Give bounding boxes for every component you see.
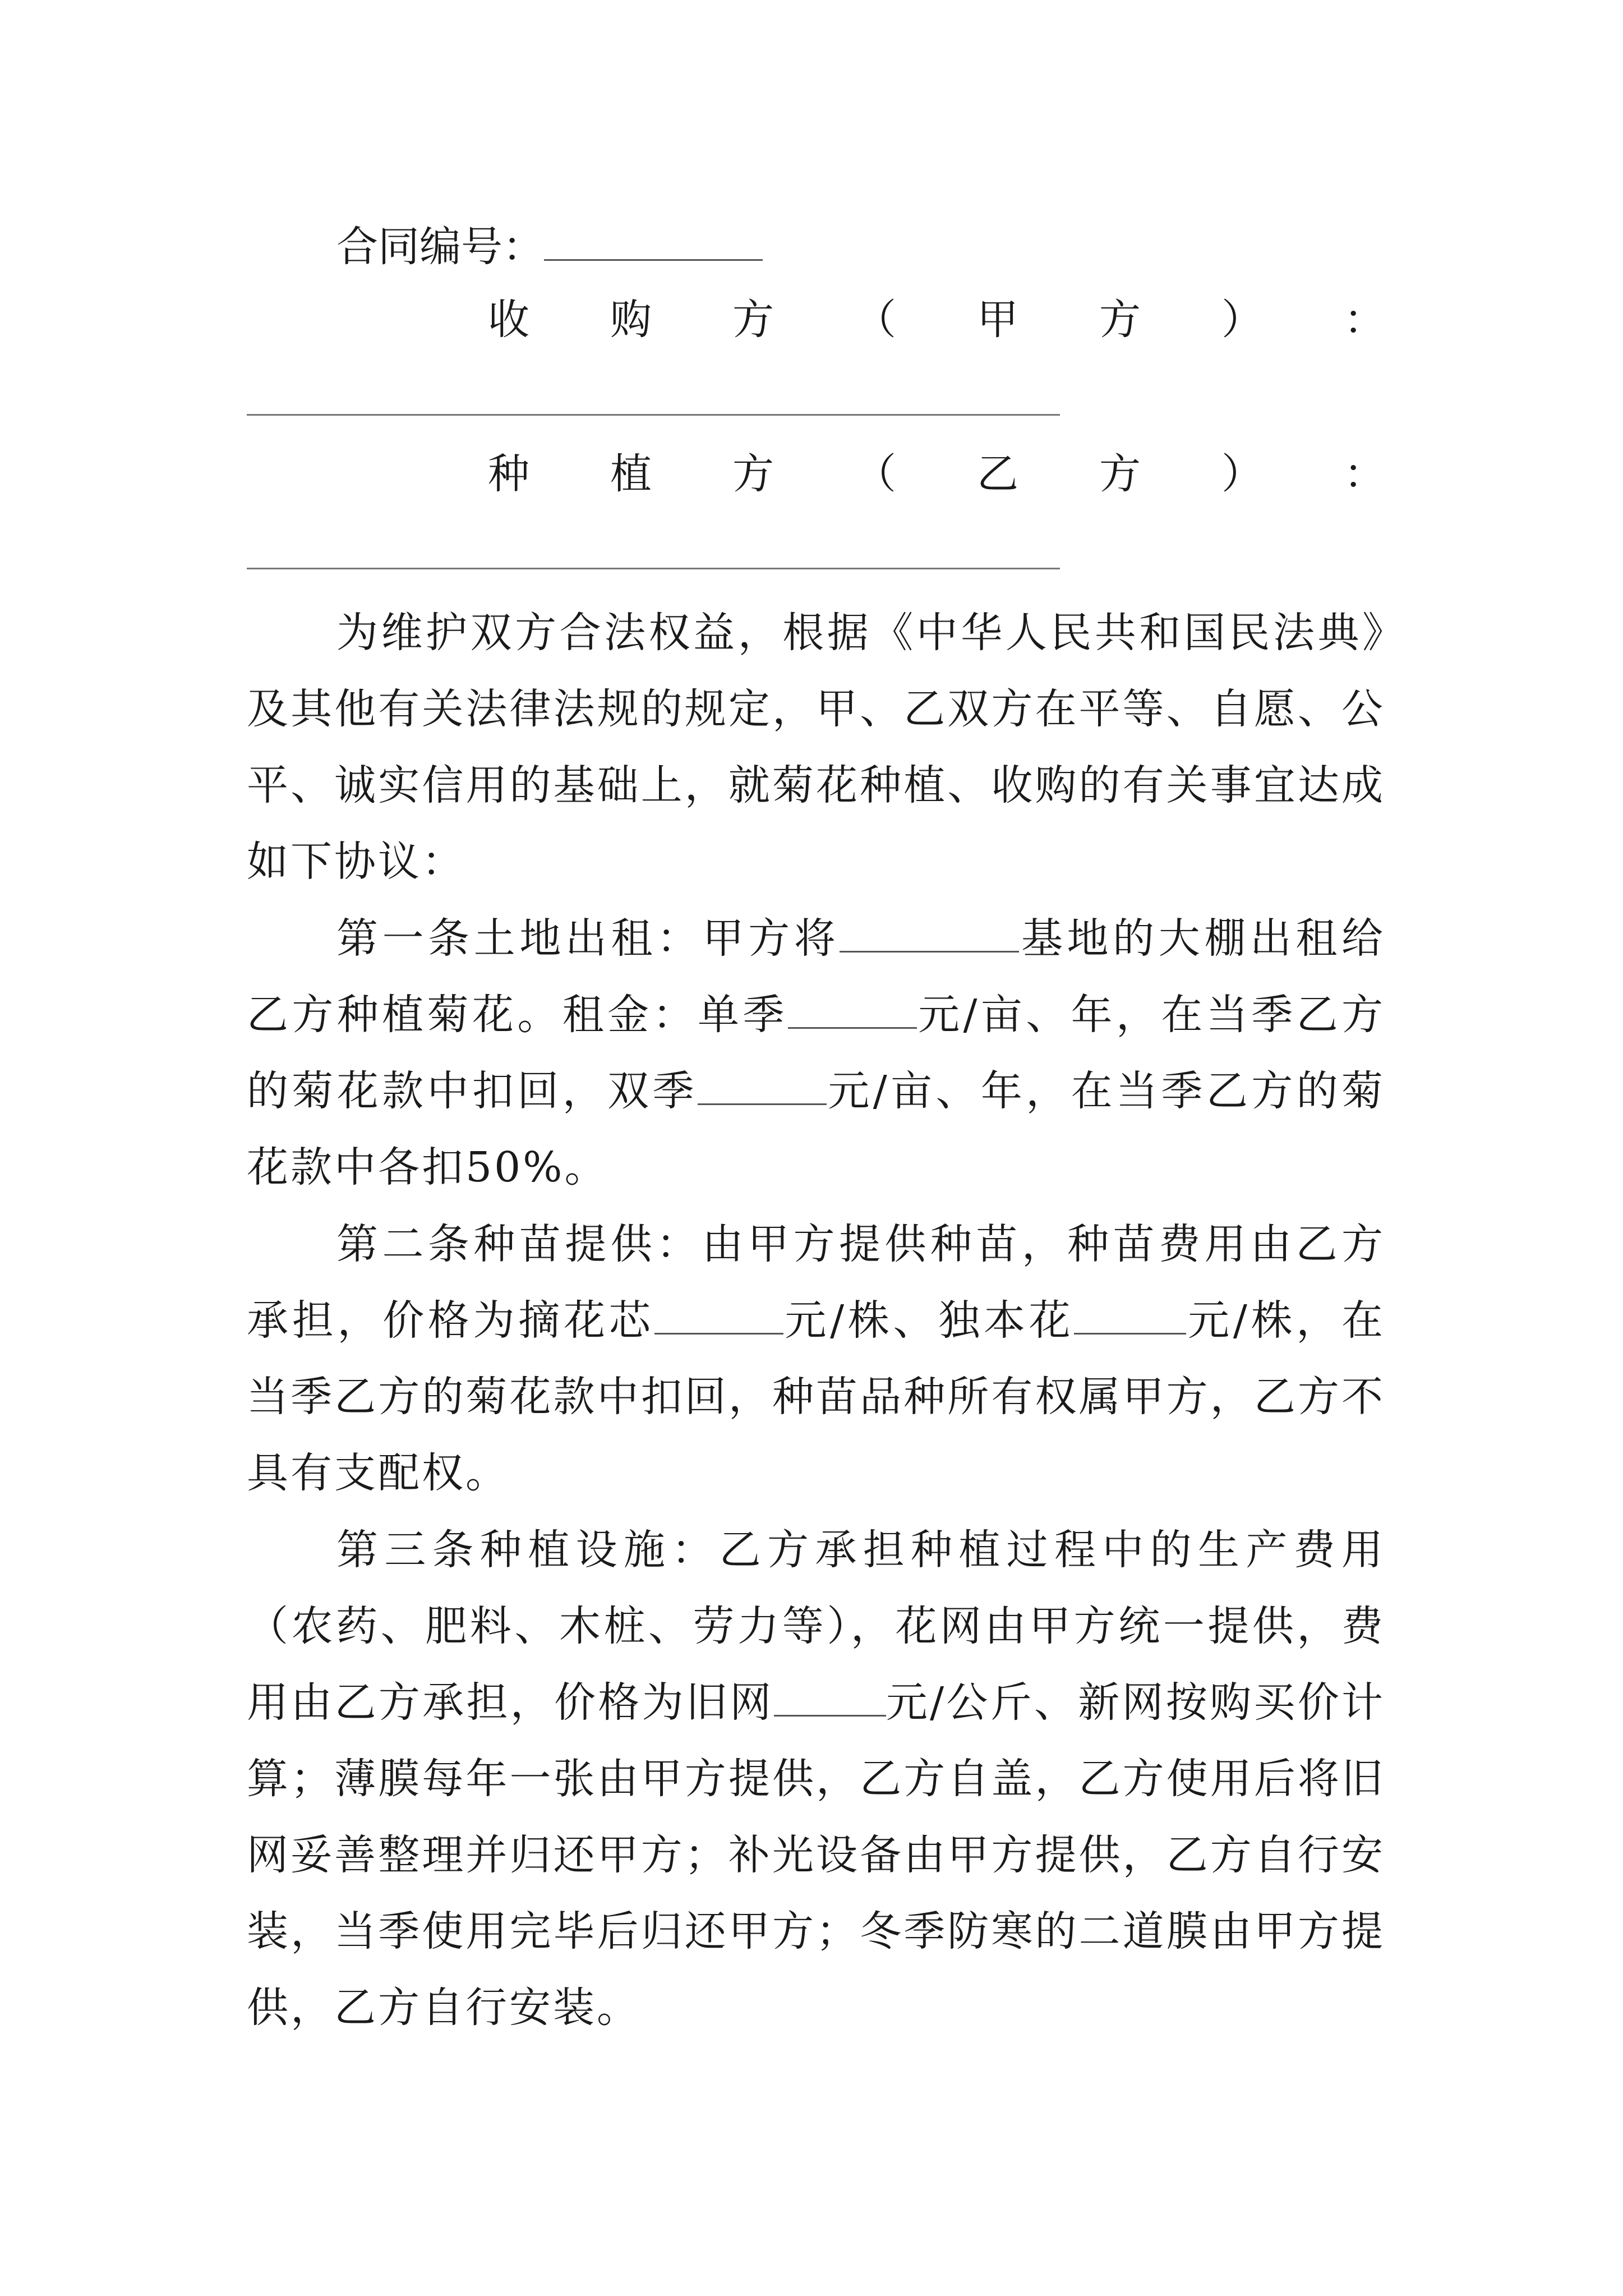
grower-char: 植 — [610, 450, 652, 498]
grower-blank-line[interactable] — [247, 568, 1060, 569]
single-season-rent-blank[interactable] — [788, 988, 917, 1029]
article-2-text: 元/株，在当季乙方的菊花款中扣回，种苗品种所有权属甲方，乙方不具有支配权。 — [247, 1296, 1386, 1497]
article-2-text: 元/株、独本花 — [783, 1296, 1075, 1345]
article-3-text: 第三条种植设施：乙方承担种植过程中的生产费用（农药、肥料、木桩、劳力等），花网由甲方统一提供，费用由乙方承担，价格为旧网 — [247, 1526, 1385, 1727]
contract-number-label: 合同编号： — [336, 223, 544, 271]
preamble-text: 为维护双方合法权益，根据《中华人民共和国民法典》及其他有关法律法规的规定，甲、乙双方在平等、自愿、公平、诚实信用的基础上，就菊花种植、收购的有关事宜达成如下协议： — [247, 609, 1385, 886]
article-1 — [247, 900, 1385, 1205]
article-1-text: 元/亩、年，在当季乙方的菊花款中扣回，双季 — [247, 991, 1385, 1115]
grower-char: （ — [855, 450, 896, 498]
article-1-text: 基地的大棚出租给乙方种植菊花。租金：单季 — [247, 914, 1386, 1039]
purchaser-char: ） — [1221, 296, 1263, 344]
article-3-text: 元/公斤、新网按购买价计算；薄膜每年一张由甲方提供，乙方自盖，乙方使用后将旧网妥善整理并归还甲方；补光设备由甲方提供，乙方自行安装，当季使用完毕后归还甲方；冬季防寒的二道膜由甲方提供，乙方自行安装。 — [247, 1678, 1385, 2032]
contract-number-blank[interactable] — [544, 220, 763, 261]
article-2 — [247, 1206, 1385, 1511]
grower-char: 乙 — [977, 450, 1018, 498]
grower-char: 方 — [1099, 450, 1141, 498]
grower-char: ） — [1221, 450, 1263, 498]
article-1-text: 元/亩、年，在当季乙方的菊花款中各扣50%。 — [247, 1067, 1386, 1191]
article-1-text: 第一条土地出租：甲方将 — [336, 914, 840, 963]
double-season-rent-blank[interactable] — [698, 1064, 827, 1105]
purchaser-char: 方 — [1099, 296, 1141, 344]
purchaser-char: （ — [855, 296, 896, 344]
contract-number-line — [336, 219, 763, 275]
old-net-price-blank[interactable] — [774, 1676, 886, 1717]
purchaser-char: 甲 — [977, 296, 1018, 344]
grower-char: 方 — [732, 450, 774, 498]
purchaser-char: 方 — [732, 296, 774, 344]
purchaser-char: ： — [1344, 296, 1385, 344]
base-name-blank[interactable] — [840, 912, 1019, 953]
article-3 — [247, 1512, 1385, 2046]
single-stem-seedling-price-blank[interactable] — [1074, 1294, 1186, 1335]
preamble-paragraph — [247, 595, 1385, 900]
purchaser-blank-line[interactable] — [247, 414, 1060, 416]
purchaser-char: 收 — [488, 296, 529, 344]
purchaser-label — [488, 292, 1385, 348]
purchaser-char: 购 — [610, 296, 652, 344]
article-2-text: 第二条种苗提供：由甲方提供种苗，种苗费用由乙方承担，价格为摘花芯 — [247, 1220, 1385, 1345]
grower-char: 种 — [488, 450, 529, 498]
grower-label — [488, 446, 1385, 502]
grower-char: ： — [1344, 450, 1385, 498]
pinched-seedling-price-blank[interactable] — [654, 1294, 783, 1335]
